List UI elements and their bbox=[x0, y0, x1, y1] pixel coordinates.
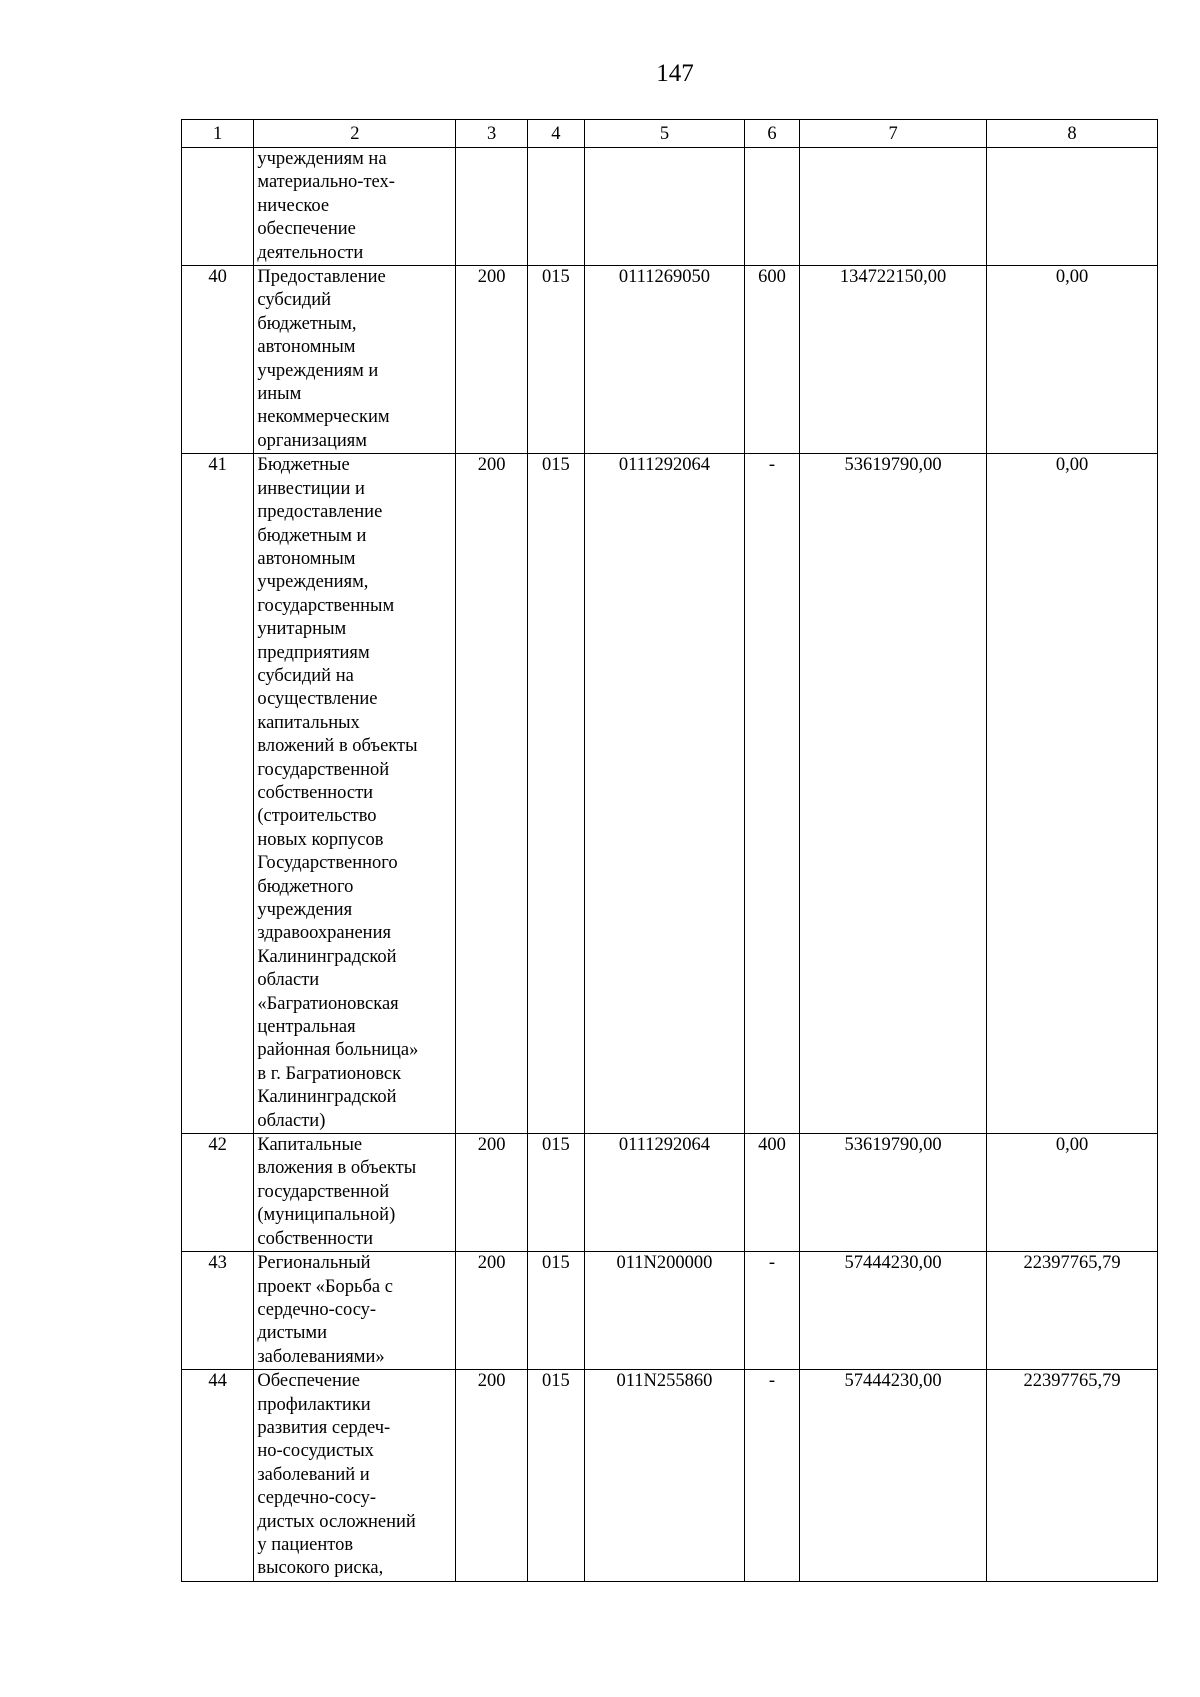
row-name-line: Региональный bbox=[257, 1253, 371, 1274]
row-name-line: предприятиям bbox=[257, 642, 370, 663]
row-name-line: развития сердеч- bbox=[257, 1417, 391, 1438]
row-name-line: учреждениям на bbox=[257, 149, 387, 169]
row-name-line: районная больница» bbox=[257, 1040, 419, 1061]
row-name-cell bbox=[254, 1252, 456, 1370]
row-name-line: Калининградской bbox=[257, 946, 397, 967]
row-name-cell bbox=[254, 266, 456, 454]
row-name-line: вложений в объекты bbox=[257, 736, 418, 757]
row-name-line: проект «Борьба с bbox=[257, 1276, 393, 1297]
row-name-line: Предоставление bbox=[257, 267, 386, 288]
row-name-line: дистыми bbox=[257, 1323, 328, 1344]
row-name-line: обеспечение bbox=[257, 219, 356, 240]
col4-cell: 015 bbox=[527, 1134, 584, 1252]
row-name-line: автономным bbox=[257, 548, 356, 569]
row-name-line: инвестиции и bbox=[257, 478, 365, 499]
row-name-line: капитальных bbox=[257, 712, 360, 733]
col5-cell: 011N200000 bbox=[585, 1252, 745, 1370]
col7-cell: 53619790,00 bbox=[800, 454, 987, 1134]
row-name-line: осуществление bbox=[257, 689, 378, 710]
column-header: 5 bbox=[585, 120, 745, 148]
col3-cell: 200 bbox=[456, 1134, 527, 1252]
col7-cell: 57444230,00 bbox=[800, 1252, 987, 1370]
col3-cell bbox=[456, 148, 527, 266]
col5-cell: 0111269050 bbox=[585, 266, 745, 454]
row-name-line: центральная bbox=[257, 1017, 356, 1038]
row-name-line: деятельности bbox=[257, 242, 364, 263]
row-name-line: новых корпусов bbox=[257, 829, 384, 850]
row-name-cell bbox=[254, 1370, 456, 1582]
row-name-line: Калининградской bbox=[257, 1087, 397, 1108]
row-name-line: субсидий на bbox=[257, 665, 354, 686]
col8-cell: 0,00 bbox=[987, 1134, 1158, 1252]
row-name-line: Капитальные bbox=[257, 1135, 363, 1156]
row-name-line: (муниципальной) bbox=[257, 1205, 396, 1226]
column-header: 8 bbox=[987, 120, 1158, 148]
row-name-line: у пациентов bbox=[257, 1534, 354, 1555]
table-row bbox=[182, 266, 1158, 454]
row-number-cell: 40 bbox=[182, 266, 254, 454]
table-row bbox=[182, 1252, 1158, 1370]
col6-cell: - bbox=[744, 1370, 799, 1582]
col3-cell: 200 bbox=[456, 454, 527, 1134]
col7-cell bbox=[800, 148, 987, 266]
row-name-line: в г. Багратионовск bbox=[257, 1063, 402, 1084]
col5-cell: 0111292064 bbox=[585, 454, 745, 1134]
row-name-line: (строительство bbox=[257, 806, 377, 827]
row-name-line: здравоохранения bbox=[257, 923, 391, 944]
col3-cell: 200 bbox=[456, 266, 527, 454]
col4-cell bbox=[527, 148, 584, 266]
table-row bbox=[182, 148, 1158, 266]
col5-cell: 0111292064 bbox=[585, 1134, 745, 1252]
row-name-line: государственным bbox=[257, 595, 395, 616]
row-name-line: некоммерческим bbox=[257, 407, 390, 428]
row-name-line: области) bbox=[257, 1110, 326, 1131]
col8-cell: 0,00 bbox=[987, 266, 1158, 454]
col4-cell: 015 bbox=[527, 266, 584, 454]
table-row bbox=[182, 1370, 1158, 1582]
budget-table bbox=[181, 119, 1158, 1582]
row-name-line: субсидий bbox=[257, 290, 332, 311]
col7-cell: 57444230,00 bbox=[800, 1370, 987, 1582]
col5-cell bbox=[585, 148, 745, 266]
row-name-line: сердечно-сосу- bbox=[257, 1299, 377, 1320]
row-name-line: автономным bbox=[257, 337, 356, 358]
row-number-cell: 44 bbox=[182, 1370, 254, 1582]
row-name-line: заболеваний и bbox=[257, 1464, 370, 1485]
row-name-line: собственности bbox=[257, 1228, 374, 1249]
row-name-line: учреждения bbox=[257, 900, 353, 920]
row-name-line: профилактики bbox=[257, 1394, 371, 1415]
col4-cell: 015 bbox=[527, 454, 584, 1134]
row-name-line: собственности bbox=[257, 782, 374, 803]
row-name-line: унитарным bbox=[257, 619, 347, 640]
row-name-line: учреждениям, bbox=[257, 572, 369, 593]
col7-cell: 134722150,00 bbox=[800, 266, 987, 454]
row-name-line: государственной bbox=[257, 759, 390, 780]
col8-cell: 0,00 bbox=[987, 454, 1158, 1134]
table-row bbox=[182, 454, 1158, 1134]
row-name-line: предоставление bbox=[257, 502, 383, 523]
table-row bbox=[182, 1134, 1158, 1252]
col8-cell bbox=[987, 148, 1158, 266]
row-name-line: иным bbox=[257, 384, 302, 405]
table-body bbox=[182, 148, 1158, 1582]
table-header-row bbox=[182, 120, 1158, 148]
col4-cell: 015 bbox=[527, 1370, 584, 1582]
col8-cell: 22397765,79 bbox=[987, 1252, 1158, 1370]
row-number-cell: 41 bbox=[182, 454, 254, 1134]
row-name-line: вложения в объекты bbox=[257, 1158, 417, 1179]
col3-cell: 200 bbox=[456, 1370, 527, 1582]
row-name-cell bbox=[254, 454, 456, 1134]
col7-cell: 53619790,00 bbox=[800, 1134, 987, 1252]
row-name-line: государственной bbox=[257, 1181, 390, 1202]
row-name-line: но-сосудистых bbox=[257, 1441, 374, 1462]
column-header: 6 bbox=[744, 120, 799, 148]
row-name-line: «Багратионовская bbox=[257, 993, 399, 1014]
row-name-line: бюджетного bbox=[257, 876, 354, 897]
column-header: 7 bbox=[800, 120, 987, 148]
col8-cell: 22397765,79 bbox=[987, 1370, 1158, 1582]
row-name-line: дистых осложнений bbox=[257, 1511, 416, 1532]
row-name-line: сердечно-сосу- bbox=[257, 1488, 377, 1509]
row-number-cell: 43 bbox=[182, 1252, 254, 1370]
row-number-cell: 42 bbox=[182, 1134, 254, 1252]
col5-cell: 011N255860 bbox=[585, 1370, 745, 1582]
col6-cell bbox=[744, 148, 799, 266]
row-name-line: учреждениям и bbox=[257, 360, 379, 381]
col6-cell: - bbox=[744, 1252, 799, 1370]
row-name-line: Бюджетные bbox=[257, 455, 350, 476]
row-name-line: заболеваниями» bbox=[257, 1346, 385, 1367]
row-name-line: бюджетным, bbox=[257, 313, 357, 334]
row-name-cell bbox=[254, 148, 456, 266]
column-header: 1 bbox=[182, 120, 254, 148]
col4-cell: 015 bbox=[527, 1252, 584, 1370]
col6-cell: - bbox=[744, 454, 799, 1134]
col3-cell: 200 bbox=[456, 1252, 527, 1370]
row-name-line: Обеспечение bbox=[257, 1371, 360, 1392]
row-name-cell bbox=[254, 1134, 456, 1252]
column-header: 3 bbox=[456, 120, 527, 148]
col6-cell: 600 bbox=[744, 266, 799, 454]
row-number-cell bbox=[182, 148, 254, 266]
page-number: 147 bbox=[656, 60, 694, 87]
column-header: 2 bbox=[254, 120, 456, 148]
row-name-line: организациям bbox=[257, 430, 367, 451]
row-name-line: Государственного bbox=[257, 853, 398, 874]
column-header: 4 bbox=[527, 120, 584, 148]
row-name-line: области bbox=[257, 970, 320, 991]
row-name-line: материально-тех- bbox=[257, 172, 395, 193]
row-name-line: высокого риска, bbox=[257, 1558, 384, 1579]
row-name-line: бюджетным и bbox=[257, 525, 367, 546]
row-name-line: ническое bbox=[257, 195, 330, 216]
col6-cell: 400 bbox=[744, 1134, 799, 1252]
